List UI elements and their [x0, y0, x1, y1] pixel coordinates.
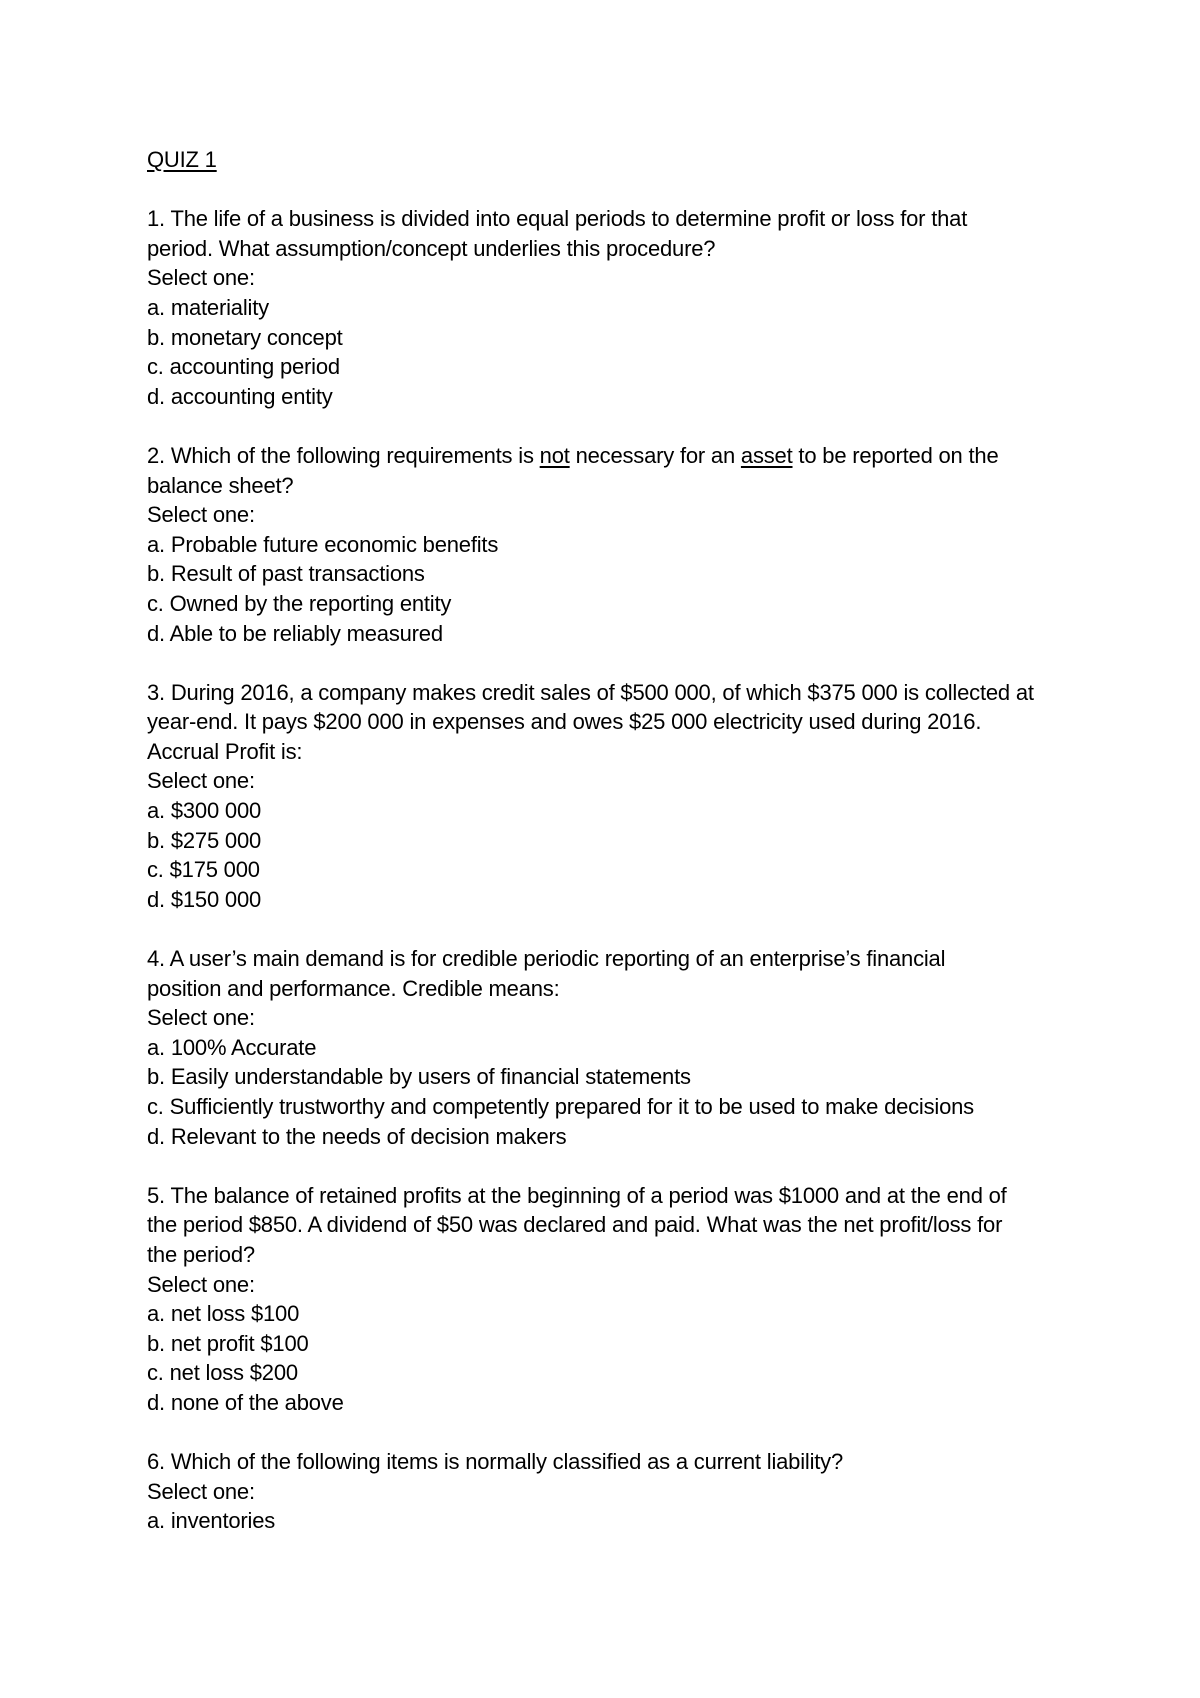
question-5 — [147, 1181, 1077, 1418]
question-text-line — [147, 441, 1077, 471]
select-prompt: Select one: — [147, 502, 255, 528]
question-text-segment: to be reported on the — [792, 442, 999, 468]
question-text-line: 1. The life of a business is divided into equal periods to determine profit or loss for that — [147, 206, 968, 232]
answer-option-a: a. $300 000 — [147, 798, 262, 824]
answer-option-d: d. $150 000 — [147, 886, 262, 912]
answer-option-b: b. Result of past transactions — [147, 561, 425, 587]
answer-option-c: c. Sufficiently trustworthy and competently prepared for it to be used to make decisions — [147, 1094, 974, 1119]
answer-option-b: b. $275 000 — [147, 827, 262, 853]
question-text-segment: necessary for an — [569, 442, 741, 468]
question-text-line: period. What assumption/concept underlies this procedure? — [147, 235, 716, 261]
question-text-line: position and performance. Credible means: — [147, 975, 560, 1001]
answer-option-a: a. inventories — [147, 1508, 276, 1534]
answer-option-b: b. monetary concept — [147, 324, 343, 350]
question-text-segment: 2. Which of the following requirements is — [147, 442, 540, 468]
answer-option-d: d. accounting entity — [147, 383, 333, 409]
select-prompt: Select one: — [147, 265, 255, 291]
spacer — [147, 175, 1077, 205]
spacer — [147, 1418, 1077, 1448]
question-2 — [147, 441, 1077, 648]
answer-option-b: b. Easily understandable by users of financial statements — [147, 1064, 691, 1090]
question-text-line: the period? — [147, 1241, 255, 1267]
select-prompt: Select one: — [147, 768, 255, 794]
spacer — [147, 411, 1077, 441]
question-text-line: 5. The balance of retained profits at the beginning of a period was $1000 and at the end of — [147, 1182, 1007, 1208]
answer-option-c: c. net loss $200 — [147, 1360, 298, 1386]
answer-option-a: a. Probable future economic benefits — [147, 531, 499, 557]
question-text-line: 4. A user’s main demand is for credible periodic reporting of an enterprise’s financial — [147, 946, 946, 972]
question-text-line: balance sheet? — [147, 472, 294, 498]
select-prompt: Select one: — [147, 1005, 255, 1031]
answer-option-b: b. net profit $100 — [147, 1330, 309, 1356]
spacer — [147, 914, 1077, 944]
question-6 — [147, 1447, 1077, 1536]
answer-option-c: c. $175 000 — [147, 857, 260, 883]
answer-option-a: a. materiality — [147, 294, 269, 320]
quiz-content — [147, 145, 1077, 1536]
answer-option-d: d. Relevant to the needs of decision makers — [147, 1123, 567, 1149]
spacer — [147, 1151, 1077, 1181]
question-4 — [147, 944, 1077, 1151]
answer-option-d: d. none of the above — [147, 1389, 344, 1415]
question-text-line: 3. During 2016, a company makes credit sales of $500 000, of which $375 000 is collected at — [147, 679, 1034, 705]
answer-option-a: a. 100% Accurate — [147, 1034, 317, 1060]
select-prompt: Select one: — [147, 1271, 255, 1297]
underlined-word-asset: asset — [740, 442, 793, 468]
select-prompt: Select one: — [147, 1478, 255, 1504]
question-text-line: the period $850. A dividend of $50 was declared and paid. What was the net profit/loss for — [147, 1212, 1003, 1238]
question-1 — [147, 204, 1077, 411]
question-3 — [147, 678, 1077, 915]
question-text-line: Accrual Profit is: — [147, 738, 303, 764]
spacer — [147, 648, 1077, 678]
underlined-word-not: not — [539, 442, 570, 468]
answer-option-c: c. accounting period — [147, 354, 340, 380]
question-text-line: 6. Which of the following items is normally classified as a current liability? — [147, 1449, 844, 1475]
answer-option-d: d. Able to be reliably measured — [147, 620, 443, 646]
answer-option-c: c. Owned by the reporting entity — [147, 590, 452, 616]
quiz-title: QUIZ 1 — [147, 147, 217, 172]
answer-option-a: a. net loss $100 — [147, 1301, 300, 1327]
question-text-line: year-end. It pays $200 000 in expenses and owes $25 000 electricity used during 2016. — [147, 709, 982, 735]
